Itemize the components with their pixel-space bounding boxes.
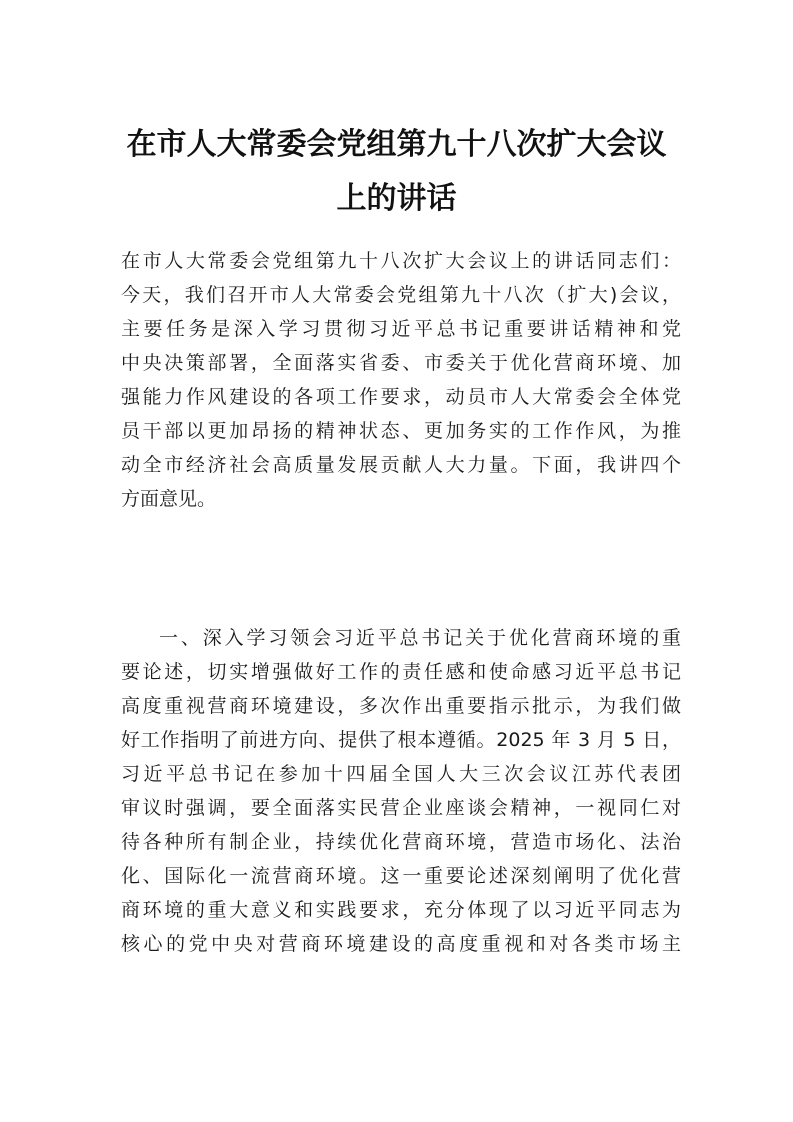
text-line: 好工作指明了前进方向、提供了根本遵循。2025 年 3 月 5 日， — [121, 729, 681, 751]
text-line: 要论述，切实增强做好工作的责任感和使命感习近平总书记 — [121, 661, 681, 683]
text-line: 核心的党中央对营商环境建设的高度重视和对各类市场主 — [121, 933, 681, 955]
text-line: 商环境的重大意义和实践要求，充分体现了以习近平同志为 — [121, 899, 681, 921]
text-line: 主要任务是深入学习贯彻习近平总书记重要讲话精神和党 — [121, 318, 681, 340]
section-heading-line: 一、深入学习领会习近平总书记关于优化营商环境的重 — [159, 627, 681, 649]
text-line: 中央决策部署，全面落实省委、市委关于优化营商环境、加 — [121, 352, 681, 374]
text-line: 化、国际化一流营商环境。这一重要论述深刻阐明了优化营 — [121, 865, 681, 887]
text-line: 审议时强调，要全面落实民营企业座谈会精神，一视同仁对 — [121, 797, 681, 819]
text-line: 方面意见。 — [121, 488, 217, 510]
text-line: 动全市经济社会高质量发展贡献人大力量。下面，我讲四个 — [121, 454, 681, 476]
text-line: 强能力作风建设的各项工作要求，动员市人大常委会全体党 — [121, 386, 681, 408]
text-line: 习近平总书记在参加十四届全国人大三次会议江苏代表团 — [121, 763, 681, 785]
title-line-2: 上的讲话 — [336, 181, 457, 216]
paragraph-intro — [121, 244, 681, 516]
title-line-1: 在市人大常委会党组第九十八次扩大会议 — [126, 127, 667, 162]
text-line: 在市人大常委会党组第九十八次扩大会议上的讲话同志们： — [121, 250, 681, 272]
document-title — [100, 118, 693, 226]
text-line: 待各种所有制企业，持续优化营商环境，营造市场化、法治 — [121, 831, 681, 853]
paragraph-section-one — [121, 621, 681, 961]
text-line: 今天，我们召开市人大常委会党组第九十八次（扩大)会议， — [121, 284, 681, 306]
text-line: 高度重视营商环境建设，多次作出重要指示批示，为我们做 — [121, 695, 681, 717]
text-line: 员干部以更加昂扬的精神状态、更加务实的工作作风，为推 — [121, 420, 681, 442]
